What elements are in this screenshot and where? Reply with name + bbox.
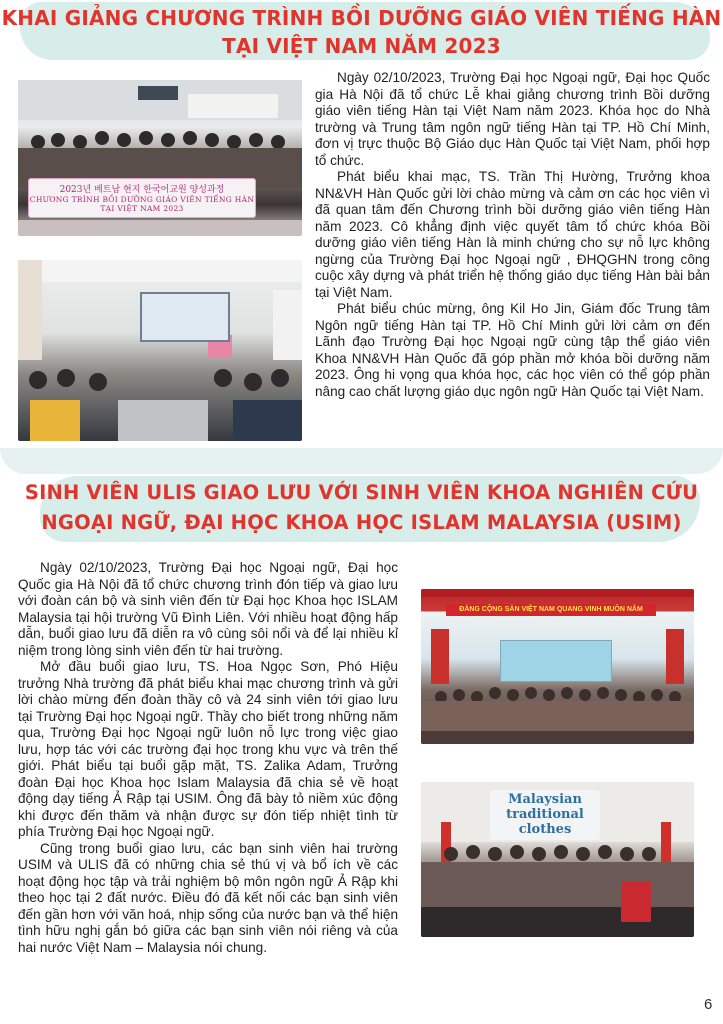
malaysian-clothes-sign: Malaysian traditional clothes <box>490 790 600 840</box>
article-2-title-line-1: SINH VIÊN ULIS GIAO LƯU VỚI SINH VIÊN KHOA NGHIÊN CỨU <box>24 481 699 504</box>
ceremony-banner <box>28 178 256 218</box>
article-2-paragraph: Mở đầu buổi giao lưu, TS. Hoa Ngọc Sơn, Phó Hiệu trưởng Nhà trường đã phát biểu khai mạc chương trình và gửi lời chào mừng đến đoàn thầy cô và 24 sinh viên tới giao lưu tại Trường Đại học Ngoại ngữ. Thầy cho biết trong những năm qua, Trường Đại học Ngoại ngữ luôn nỗ lực trong việc giao lưu, hợp tác với các trường đại học trong khu vực và trên thế giới. Phát biểu tại buổi gặp mặt, TS. Zalika Adam, Trưởng đoàn Đại học Khoa học Islam Malaysia đã chia sẻ về hoạt động dạy tiếng Ả Rập tại USIM. Ông đã bày tỏ niềm xúc động khi được đến thăm và nhận được sự đón tiếp nhiệt tình từ phía Trường Đại học Ngoại ngữ. <box>18 659 398 839</box>
article-1-paragraph: Phát biểu khai mạc, TS. Trần Thị Hường, Trưởng khoa NN&VH Hàn Quốc gửi lời chào mừng và cảm ơn các học viên vì đã quan tâm đến Chương trình bồi dưỡng giáo viên tiếng Hàn năm 2023. Cô khẳng định việc quyết tâm tổ chức khóa Bồi dưỡng giáo viên tiếng Hàn là minh chứng cho sự nỗ lực không ngừng của Trường Đại học Ngoại ngữ , ĐHQGHN trong công cuộc xây dựng và phát triển hệ thống giáo dục tiếng Hàn bài bản tại Việt Nam. <box>315 169 710 300</box>
banner-korean-text: 2023년 베트남 현지 한국어교원 양성과정 <box>59 185 225 195</box>
projector-screen <box>140 292 230 342</box>
hall-banner: ĐẢNG CỘNG SẢN VIỆT NAM QUANG VINH MUÔN NĂM <box>446 604 656 616</box>
article-1-paragraph: Phát biểu chúc mừng, ông Kil Ho Jin, Giám đốc Trung tâm Ngôn ngữ tiếng Hàn tại TP. Hồ Chí Minh gửi lời cảm ơn đến Lãnh đạo Trường Đại học Ngoại ngữ cùng tập thể giáo viên Khoa NN&VH Hàn Quốc đã góp phần mở khóa bồi dưỡng năm 2023. Ông hi vọng qua khóa học, các học viên có thể góp phần nâng cao chất lượng giáo dục ngôn ngữ Hàn Quốc tại Việt Nam. <box>315 301 710 399</box>
article-1-title-line-2: TẠI VIỆT NAM NĂM 2023 <box>222 34 501 58</box>
article-1-title <box>0 4 723 60</box>
banner-line-2: CHƯƠNG TRÌNH BỒI DƯỠNG GIÁO VIÊN TIẾNG HÀN <box>29 195 255 204</box>
article-2-paragraph: Ngày 02/10/2023, Trường Đại học Ngoại ngữ, Đại học Quốc gia Hà Nội đã tổ chức chương trình đón tiếp và giao lưu với đoàn cán bộ và sinh viên đến từ Đại học Khoa học ISLAM Malaysia tại hội trường Vũ Đình Liên. Với nhiều hoạt động hấp dẫn, buổi giao lưu đã diễn ra vô cùng sôi nổi và để lại nhiều kỉ niệm trong lòng sinh viên đến từ hai trường. <box>18 560 398 658</box>
page-number: 6 <box>704 996 713 1013</box>
article-2-title-line-2: NGOẠI NGỮ, ĐẠI HỌC KHOA HỌC ISLAM MALAYSIA (USIM) <box>41 511 682 534</box>
article-2-paragraph: Cũng trong buổi giao lưu, các bạn sinh viên hai trường USIM và ULIS đã có những chia sẻ thú vị và bổ ích về các hoạt động học tập và trải nghiệm bộ môn ngôn ngữ Ả Rập khi theo học tại 2 đất nước. Điều đó đã kết nối các bạn sinh viên đến gần hơn với văn hoá, nhịp sống của nước bạn và thể hiện tình hữu nghị gắn bó giữa các bạn sinh viên nói riêng và của hai nước Việt Nam – Malaysia nói chung. <box>18 840 398 955</box>
divider-brush-stroke <box>0 448 723 474</box>
lecture-hall-photo <box>18 260 302 441</box>
banner-line-3: TẠI VIỆT NAM 2023 <box>100 204 184 213</box>
article-2-body <box>18 560 398 956</box>
article-2-title <box>0 478 723 538</box>
article-1-paragraph: Ngày 02/10/2023, Trường Đại học Ngoại ngữ, Đại học Quốc gia Hà Nội đã tổ chức Lễ khai giảng chương trình Bồi dưỡng giáo viên tiếng Hàn tại Việt Nam năm 2023. Khóa học do Nhà trường và Trung tâm ngôn ngữ tiếng Hàn tại TP. Hồ Chí Minh, đơn vị trực thuộc Bộ Giáo dục Hàn Quốc tại Việt Nam, phối hợp tổ chức. <box>315 70 710 168</box>
stage-screen <box>500 640 612 682</box>
article-1-title-line-1: KHAI GIẢNG CHƯƠNG TRÌNH BỒI DƯỠNG GIÁO VIÊN TIẾNG HÀN <box>1 6 722 30</box>
article-1-body <box>315 70 710 400</box>
lecture-hall-illustration <box>18 260 302 441</box>
